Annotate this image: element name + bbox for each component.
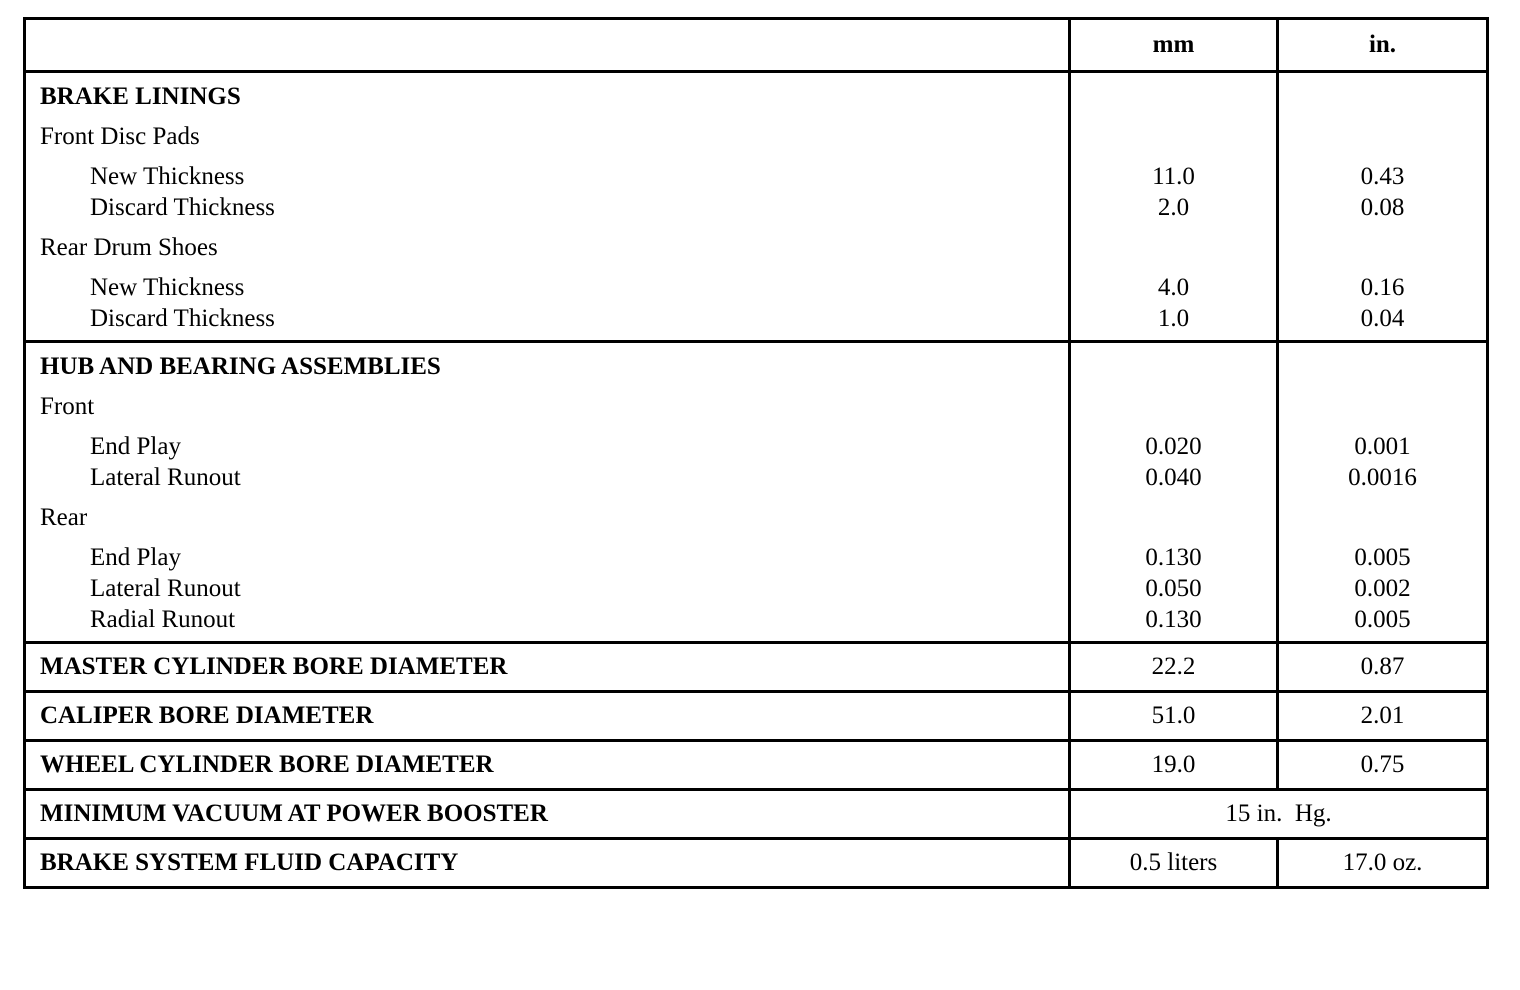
row-label: Lateral Runout [90,464,241,491]
value-mm: 0.020 [1145,433,1202,460]
brake-linings-labels [25,72,1070,342]
value-in: 0.04 [1360,305,1405,332]
value-mm: 22.2 [1070,643,1278,692]
brake-specifications-table [23,17,1489,889]
hub-bearing-in [1278,342,1488,643]
brake-linings-in [1278,72,1488,342]
header-blank-cell [25,19,1070,72]
value-mm: 1.0 [1157,305,1190,332]
row-label: New Thickness [90,163,245,190]
brake-linings-mm [1070,72,1278,342]
header-in: in. [1278,19,1488,72]
value-metric: 0.5 liters [1070,839,1278,888]
value-imperial: 17.0 oz. [1278,839,1488,888]
section-title: BRAKE LININGS [40,83,241,110]
value-in: 0.0016 [1348,464,1417,491]
value-in: 0.75 [1278,741,1488,790]
value-mm: 2.0 [1157,194,1190,221]
value-in: 0.005 [1354,544,1411,571]
value-combined: 15 in. Hg. [1070,790,1488,839]
value-mm: 51.0 [1070,692,1278,741]
header-mm: mm [1070,19,1278,72]
value-mm: 0.040 [1145,464,1202,491]
value-in: 0.001 [1354,433,1411,460]
row-label: New Thickness [90,274,245,301]
value-mm: 19.0 [1070,741,1278,790]
brake-linings-section [25,72,1488,342]
row-title: MASTER CYLINDER BORE DIAMETER [25,643,1070,692]
vacuum-row [25,790,1488,839]
group-label: Front Disc Pads [40,123,200,150]
header-row [25,19,1488,72]
value-in: 2.01 [1278,692,1488,741]
master-cylinder-row [25,643,1488,692]
value-mm: 0.130 [1145,606,1202,633]
value-mm: 4.0 [1157,274,1190,301]
hub-bearing-mm [1070,342,1278,643]
value-in: 0.87 [1278,643,1488,692]
row-title: WHEEL CYLINDER BORE DIAMETER [25,741,1070,790]
row-label: Lateral Runout [90,575,241,602]
wheel-cylinder-row [25,741,1488,790]
row-title: MINIMUM VACUUM AT POWER BOOSTER [25,790,1070,839]
row-label: Discard Thickness [90,305,275,332]
row-label: Discard Thickness [90,194,275,221]
value-mm: 0.050 [1145,575,1202,602]
value-in: 0.005 [1354,606,1411,633]
section-title: HUB AND BEARING ASSEMBLIES [40,353,441,380]
row-label: End Play [90,544,181,571]
caliper-row [25,692,1488,741]
hub-bearing-section [25,342,1488,643]
value-in: 0.16 [1360,274,1405,301]
row-title: BRAKE SYSTEM FLUID CAPACITY [25,839,1070,888]
group-label: Rear [40,504,88,531]
value-mm: 0.130 [1145,544,1202,571]
value-in: 0.002 [1354,575,1411,602]
hub-bearing-labels [25,342,1070,643]
row-title: CALIPER BORE DIAMETER [25,692,1070,741]
row-label: End Play [90,433,181,460]
value-in: 0.08 [1360,194,1405,221]
value-mm: 11.0 [1152,163,1195,190]
value-in: 0.43 [1360,163,1405,190]
group-label: Front [40,393,95,420]
row-label: Radial Runout [90,606,236,633]
group-label: Rear Drum Shoes [40,234,218,261]
fluid-capacity-row [25,839,1488,888]
